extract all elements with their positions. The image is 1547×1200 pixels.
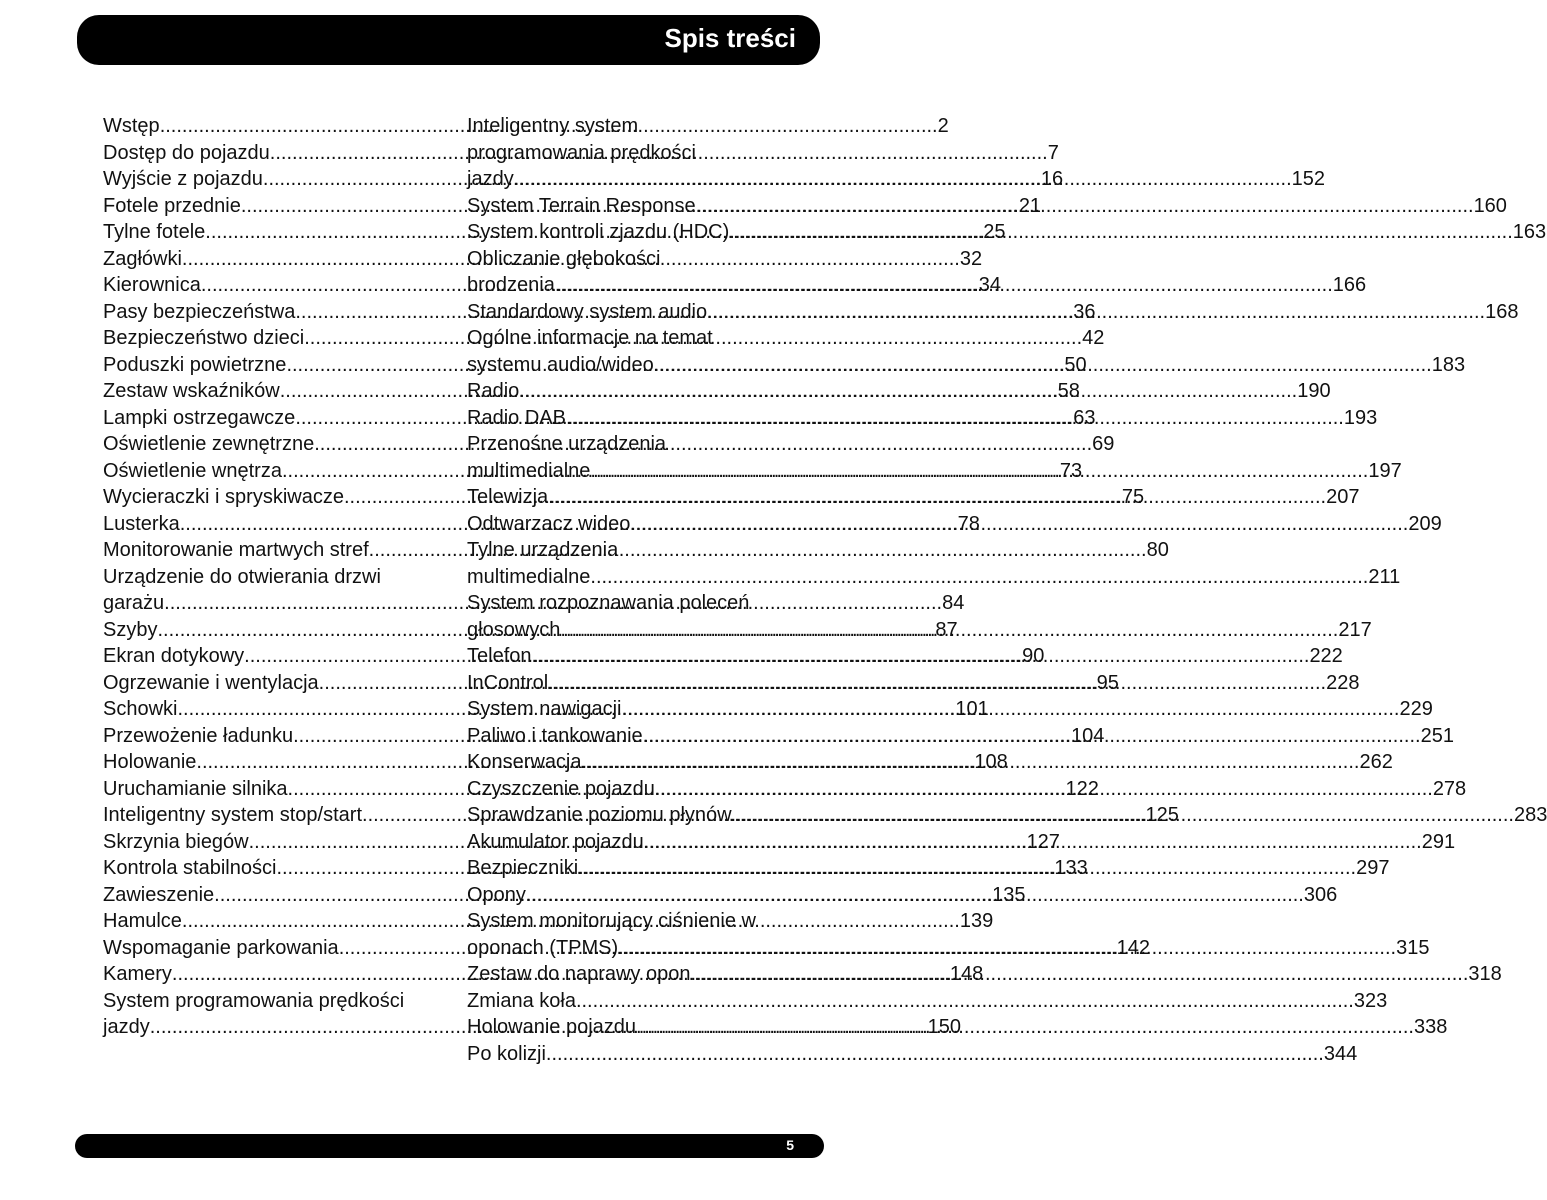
toc-entry-title: Lampki ostrzegawcze <box>103 406 296 429</box>
toc-entry-title: Urządzenie do otwierania drzwi <box>103 565 381 588</box>
toc-page-number: 90 <box>1022 645 1045 667</box>
toc-leader-dots <box>546 1041 1324 1068</box>
footer-bar <box>75 1134 824 1158</box>
toc-entry-title: brodzenia <box>467 274 555 296</box>
toc-page-number: 21 <box>1018 194 1042 217</box>
toc-entry-title: Opony <box>467 883 526 906</box>
toc-leader-dots <box>707 299 1485 326</box>
toc-page-number: 306 <box>1303 883 1338 906</box>
toc-page-number: 87 <box>935 618 958 641</box>
toc-entry-line <box>467 431 797 458</box>
toc-page-number: 84 <box>942 592 965 614</box>
toc-page-number: 139 <box>959 910 994 932</box>
toc-leader-dots <box>578 855 1356 882</box>
toc-entry-title: Inteligentny system stop/start. <box>103 804 368 826</box>
toc-entry-line <box>467 908 797 935</box>
toc-leader-dots <box>736 802 1514 829</box>
toc-entry-line <box>467 988 1388 1015</box>
toc-entry-title: Zmiana koła <box>467 989 576 1012</box>
toc-page-number: 42 <box>1082 327 1105 349</box>
toc-entry-title: Ogólne informacje na temat <box>467 327 713 349</box>
toc-leader-dots <box>519 378 1297 405</box>
toc-page-number: 251 <box>1420 724 1454 747</box>
toc-page-number: 148 <box>949 963 984 985</box>
toc-page-number: 58 <box>1057 380 1080 402</box>
toc-page-number: 36 <box>1073 300 1096 323</box>
toc-entry-title: Tylne urządzenia <box>467 539 619 561</box>
toc-entry-title: System Terrain Response <box>467 194 696 217</box>
toc-entry-title: Fotele przednie <box>103 194 241 217</box>
toc-leader-dots <box>576 988 1354 1015</box>
toc-entry-title: Kamery <box>103 963 172 985</box>
toc-leader-dots <box>644 829 1422 856</box>
toc-page-number: 133 <box>1054 857 1088 879</box>
toc-entry-title: Ekran dotykowy <box>103 645 245 667</box>
toc-page-number: 125 <box>1145 804 1179 826</box>
toc-page-number: 32 <box>959 247 983 270</box>
toc-leader-dots <box>630 511 1408 538</box>
toc-page-number: 95 <box>1096 671 1119 694</box>
toc-entry-title: Kierownica <box>103 274 201 296</box>
toc-entry-title: Konserwacja <box>467 751 582 773</box>
toc-page-number: 217 <box>1338 618 1372 641</box>
toc-leader-dots <box>622 696 1400 723</box>
toc-page-number: 168 <box>1485 300 1519 323</box>
toc-entry-line <box>103 988 433 1015</box>
toc-page-number: 108 <box>974 751 1008 773</box>
toc-entry-title: Tylne fotele <box>103 221 206 243</box>
toc-entry-title: Dostęp do pojazdu <box>103 141 270 164</box>
toc-entry-title: Holowanie pojazdu <box>467 1016 637 1038</box>
toc-entry-title: System rozpoznawania poleceń <box>467 592 750 614</box>
toc-leader-dots <box>514 166 1292 193</box>
toc-entry-title: System kontroli zjazdu (HDC). <box>467 221 735 243</box>
toc-page-number: 7 <box>1047 141 1059 164</box>
toc-leader-dots <box>548 670 1326 697</box>
toc-entry-title: InControl <box>467 671 549 694</box>
toc-entry-title: Wstęp <box>103 115 160 137</box>
toc-entry-title: Oświetlenie wnętrza <box>103 459 282 482</box>
toc-entry-title: Bezpieczniki <box>467 857 579 879</box>
toc-page-number: 183 <box>1431 353 1466 376</box>
toc-entry-title: Akumulator pojazdu <box>467 830 644 853</box>
toc-page-number: 34 <box>978 274 1002 296</box>
toc-leader-dots <box>526 882 1304 909</box>
toc-entry-title: Czyszczenie pojazdu <box>467 777 655 800</box>
toc-entry-title: garażu <box>103 592 165 614</box>
toc-page-number: 166 <box>1332 274 1367 296</box>
toc-entry-title: Poduszki powietrzne <box>103 353 287 376</box>
toc-entry-title: jazdy <box>103 1016 150 1038</box>
toc-entry-title: Lusterka <box>103 512 180 535</box>
toc-page-number: 101 <box>955 698 989 720</box>
toc-entry-title: Po kolizji <box>467 1042 546 1065</box>
toc-entry-title: systemu audio/wideo <box>467 353 654 376</box>
toc-page-number: 190 <box>1297 380 1331 402</box>
toc-page-number: 344 <box>1323 1042 1358 1065</box>
toc-entry[interactable] <box>467 988 1388 1015</box>
toc-entry-title: Obliczanie głębokości <box>467 247 661 270</box>
toc-entry-title: Radio DAB <box>467 406 566 429</box>
toc-page-number: 75 <box>1121 486 1145 508</box>
toc-entry-title: Przewożenie ładunku <box>103 724 294 747</box>
toc-page-number: 278 <box>1432 777 1467 800</box>
toc-entry-title: System programowania prędkości <box>103 989 405 1012</box>
toc-entry-title: Bezpieczeństwo dzieci <box>103 327 305 349</box>
toc-entry-title: Uruchamianie silnika <box>103 777 288 800</box>
toc-page-number: 297 <box>1356 857 1390 879</box>
toc-page-number: 142 <box>1116 936 1150 959</box>
toc-page-number: 323 <box>1353 989 1388 1012</box>
toc-page-number: 78 <box>957 512 980 535</box>
toc-page-number: 80 <box>1146 539 1169 561</box>
toc-leader-dots <box>636 1014 1414 1041</box>
toc-page-number: 228 <box>1326 671 1360 694</box>
header-bar <box>77 15 820 65</box>
toc-leader-dots <box>582 749 1360 776</box>
toc-entry-line <box>467 140 797 167</box>
toc-entry-title: System nawigacji <box>467 698 622 720</box>
toc-leader-dots <box>590 564 1368 591</box>
toc-entry-title: Sprawdzanie poziomu płynów. <box>467 804 737 826</box>
toc-leader-dots <box>566 405 1344 432</box>
toc-entry-line <box>467 590 797 617</box>
toc-leader-dots <box>735 219 1513 246</box>
toc-page-number: 25 <box>983 221 1006 243</box>
toc-entry-title: Przenośne urządzenia <box>467 433 667 455</box>
toc-leader-dots <box>555 272 1333 299</box>
toc-entry-title: System monitorujący ciśnienie w <box>467 910 756 932</box>
toc-leader-dots <box>532 643 1310 670</box>
toc-entry-line <box>467 246 797 273</box>
toc-page-number: 104 <box>1071 724 1105 747</box>
toc-page-number: 50 <box>1064 353 1087 376</box>
toc-page-number: 291 <box>1421 830 1456 853</box>
toc-page-number: 152 <box>1291 168 1326 190</box>
toc-page-number: 163 <box>1512 221 1547 243</box>
toc-entry-title: Zestaw do naprawy opon <box>467 963 691 985</box>
toc-entry-title: Holowanie <box>103 751 197 773</box>
toc-entry-title: Inteligentny system <box>467 115 639 137</box>
toc-entry-title: Hamulce <box>103 910 182 932</box>
toc-leader-dots <box>643 723 1421 750</box>
toc-entry-title: Monitorowanie martwych stref <box>103 539 369 561</box>
toc-entry-title: Wyjście z pojazdu <box>103 168 263 190</box>
toc-entry-title: Standardowy system audio <box>467 300 708 323</box>
toc-leader-dots <box>655 776 1433 803</box>
toc-entry-title: Zestaw wskaźników <box>103 380 280 402</box>
toc-entry-title: Szyby <box>103 618 158 641</box>
toc-entry-title: Paliwo i tankowanie <box>467 724 643 747</box>
toc-page-number: 193 <box>1343 406 1378 429</box>
toc-page-number: 63 <box>1073 406 1096 429</box>
toc-entry-title: Wspomaganie parkowania <box>103 936 339 959</box>
page-title: Spis treści <box>664 23 796 53</box>
toc-page-number: 262 <box>1359 751 1393 773</box>
toc-page-number: 338 <box>1413 1016 1448 1038</box>
toc-leader-dots <box>690 961 1468 988</box>
toc-entry-title: jazdy <box>467 168 514 190</box>
toc-entry-line <box>467 564 1401 591</box>
toc-page-number: 207 <box>1326 486 1360 508</box>
toc-page-number: 211 <box>1368 565 1401 588</box>
toc-entry-title: Kontrola stabilności <box>103 857 277 879</box>
toc-entry-line <box>467 113 797 140</box>
toc-entry-title: Telewizja <box>467 486 549 508</box>
toc-entry-title: Skrzynia biegów <box>103 830 249 853</box>
toc-entry-line <box>467 325 797 352</box>
toc-page-number: 2 <box>937 115 949 137</box>
toc-page-number: 127 <box>1026 830 1060 853</box>
toc-entry-title: multimedialne <box>467 565 591 588</box>
toc-page-number: 222 <box>1309 645 1343 667</box>
page-number: 5 <box>786 1137 794 1153</box>
toc-entry-title: Wycieraczki i spryskiwacze <box>103 486 344 508</box>
toc-page-number: 135 <box>992 883 1026 906</box>
toc-leader-dots <box>560 617 1338 644</box>
toc-entry-title: głosowych <box>467 618 561 641</box>
toc-page-number: 315 <box>1396 936 1430 959</box>
toc-entry-title: Odtwarzacz wideo <box>467 512 631 535</box>
toc-entry-title: Zawieszenie <box>103 883 215 906</box>
toc-entry-title: multimedialne <box>467 459 591 482</box>
toc-leader-dots <box>696 193 1474 220</box>
toc-page-number: 16 <box>1040 168 1064 190</box>
toc-entry-title: Ogrzewanie i wentylacja <box>103 671 319 694</box>
toc-leader-dots <box>654 352 1432 379</box>
toc-entry-title: Oświetlenie zewnętrzne <box>103 433 315 455</box>
toc-page-number: 73 <box>1059 459 1083 482</box>
toc-entry-line <box>467 1041 1358 1068</box>
toc-leader-dots <box>548 484 1326 511</box>
toc-entry-title: Schowki <box>103 698 178 720</box>
toc-entry-line <box>467 537 797 564</box>
toc-leader-dots <box>618 935 1396 962</box>
toc-page-number: 229 <box>1399 698 1433 720</box>
toc-page-number: 318 <box>1468 963 1502 985</box>
toc-page-number: 69 <box>1092 433 1115 455</box>
toc-entry-title: Pasy bezpieczeństwa <box>103 300 296 323</box>
toc-entry-title: Zagłówki <box>103 247 182 270</box>
toc-page-number: 150 <box>927 1016 962 1038</box>
toc-page-number: 160 <box>1473 194 1507 217</box>
toc-entry-title: Radio <box>467 380 520 402</box>
toc-page-number: 209 <box>1408 512 1442 535</box>
toc-page-number: 197 <box>1368 459 1402 482</box>
toc-entry-title: oponach (TPMS) <box>467 936 619 959</box>
toc-entry-line <box>103 564 433 591</box>
toc-page-number: 283 <box>1513 804 1547 826</box>
toc-entry[interactable] <box>467 1041 1358 1068</box>
toc-entry-title: programowania prędkości <box>467 141 697 164</box>
toc-page-number: 122 <box>1065 777 1099 800</box>
toc-leader-dots <box>590 458 1368 485</box>
toc-entry-title: Telefon <box>467 645 532 667</box>
